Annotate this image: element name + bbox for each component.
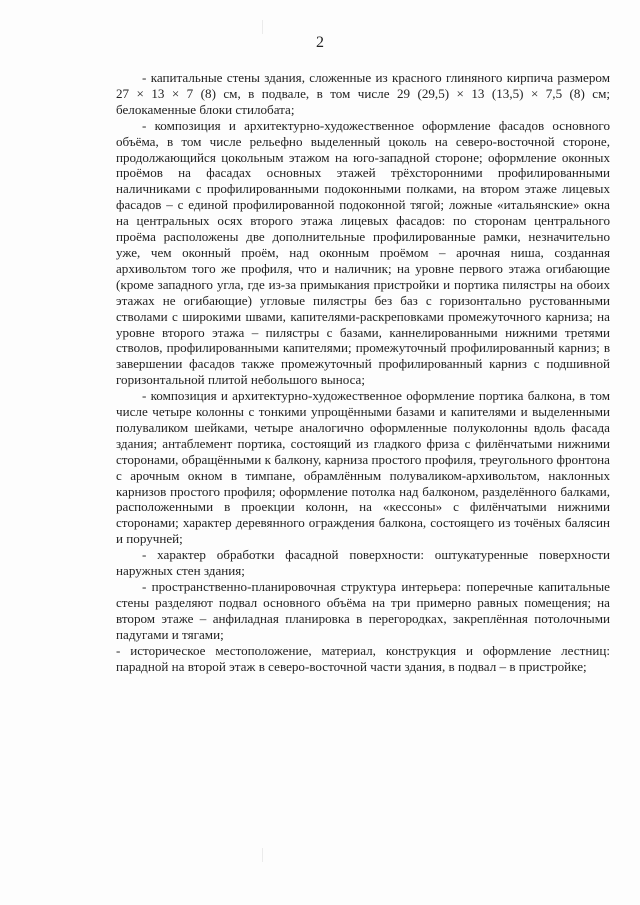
- scan-mark-bottom: [262, 848, 263, 862]
- paragraph-surface: - характер обработки фасадной поверхности: оштукатуренные поверхности наружных стен здания;: [116, 547, 610, 579]
- paragraph-portico: - композиция и архитектурно-художественное оформление портика балкона, в том числе четыре колонны с тонкими упрощёнными базами и капителями и выделенными полуваликом шейками, четыре аналогично оформленные полуколонны вдоль фасада здания; антаблемент портика, состоящий из гладкого фриза с филёнчатыми нижними сторонами, обращёнными к балкону, карниза простого профиля, треугольного фронтона с арочным окном в тимпане, обрамлённым полуваликом-архивольтом, наклонных карнизов простого профиля; оформление потолка над балконом, разделённого балками, расположенными в проекции колонн, на «кессоны» с филёнчатыми нижними сторонами; характер деревянного ограждения балкона, состоящего из точёных балясин и поручней;: [116, 388, 610, 547]
- paragraph-interior: - пространственно-планировочная структура интерьера: поперечные капитальные стены разделяют подвал основного объёма на три примерно равных помещения; на втором этаже – анфиладная планировка в перегородках, закреплённая потолочными падугами и тягами;: [116, 579, 610, 642]
- page-number: 2: [316, 34, 324, 51]
- paragraph-stairs: - историческое местоположение, материал, конструкция и оформление лестниц: парадной на второй этаж в северо-восточной части здания, в подвал – в пристройке;: [116, 642, 610, 674]
- document-body: [116, 70, 610, 674]
- scan-mark-top: [262, 20, 263, 34]
- paragraph-walls: - капитальные стены здания, сложенные из красного глиняного кирпича размером 27 × 13 × 7 (8) см, в подвале, в том числе 29 (29,5) × 13 (13,5) × 7,5 (8) см; белокаменные блоки стилобата;: [116, 70, 610, 117]
- paragraph-facades: - композиция и архитектурно-художественное оформление фасадов основного объёма, в том числе рельефно выделенный цоколь на северо-восточной стороне, продолжающийся цокольным этажом на юго-западной стороне; оформление оконных проёмов на фасадах основных этажей трёхсторонними профилированными наличниками с профилированными подоконными полками, на втором этаже лицевых фасадов – с единой профилированной подоконной тягой; ложные «итальянские» окна на центральных осях второго этажа лицевых фасадов: по сторонам центрального проёма расположены две дополнительные профилированные рамки, незначительно уже, чем оконный проём, над оконным проёмом – арочная ниша, созданная архивольтом того же профиля, что и наличник; на уровне первого этажа огибающие (кроме западного угла, где из-за примыкания пристройки и портика пилястры на обоих этажах не огибающие) угловые пилястры без баз с горизонтально рустованными стволами с широкими швами, капителями-раскреповками промежуточного карниза; на уровне второго этажа – пилястры с базами, каннелированными нижними третями стволов, профилированными капителями; промежуточный профилированный карниз; в завершении фасадов также промежуточный профилированный карниз с подшивной горизонтальной плитой небольшого выноса;: [116, 117, 610, 388]
